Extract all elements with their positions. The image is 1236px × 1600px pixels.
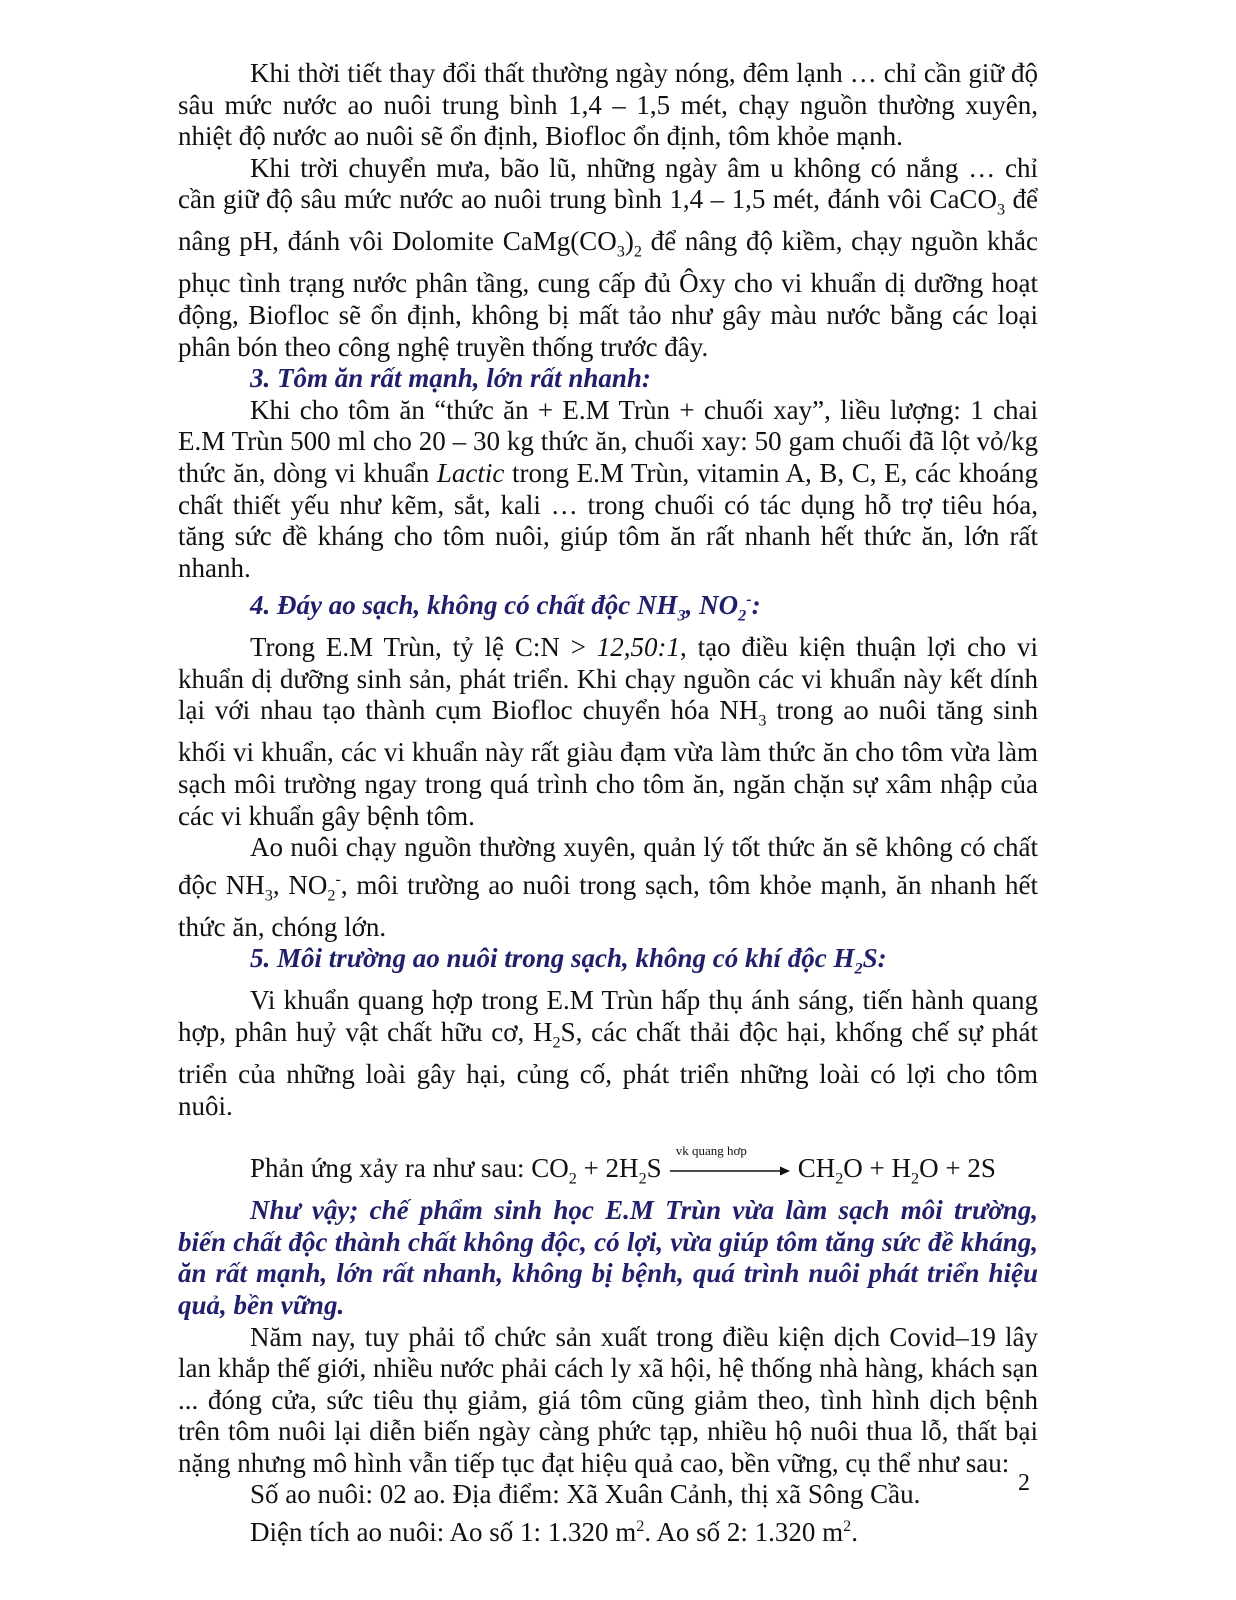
heading-section-5: 5. Môi trường ao nuôi trong sạch, không có khí độc $H_2S$: <box>250 943 887 978</box>
paragraph-feeding: Khi cho tôm ăn “thức ăn + E.M Trùn + chuối xay”, liều lượng: 1 chai E.M Trùn 500 ml cho 20 – 30 kg thức ăn, chuối xay: 50 gam chuối đã lột vỏ/kg thức ăn, dòng vi khuẩn Lactic trong E.M Trùn, vitamin A, B, C, E, các khoáng chất thiết yếu như kẽm, sắt, kali … trong chuối có tác dụng hỗ trợ tiêu hóa, tăng sức đề kháng cho tôm nuôi, giúp tôm ăn rất nhanh hết thức ăn, lớn rất nhanh. <box>178 394 1039 583</box>
paragraph-weather: Khi thời tiết thay đổi thất thường ngày nóng, đêm lạnh … chỉ cần giữ độ sâu mức nước ao nuôi trung bình 1,4 – 1,5 mét, chạy nguồn thường xuyên, nhiệt độ nước ao nuôi sẽ ổn định, Biofloc ổn định, tôm khỏe mạnh. <box>178 58 1038 152</box>
heading-section-4: 4. Đáy ao sạch, không có chất độc $NH_3$, $NO_2^-$: <box>250 590 761 625</box>
document-body <box>178 58 1038 1549</box>
spacer <box>178 1122 1038 1153</box>
paragraph-cn-ratio: Trong E.M Trùn, tỷ lệ C:N > 12,50:1, tạo điều kiện thuận lợi cho vi khuẩn dị dưỡng sinh sản, phát triển. Khi chạy nguồn các vi khuẩn này kết dính lại với nhau tạo thành cụm Biofloc chuyển hóa $NH_3$ trong ao nuôi tăng sinh khối vi khuẩn, các vi khuẩn này rất giàu đạm vừa làm thức ăn cho tôm vừa làm sạch môi trường ngay trong quá trình cho tôm ăn, ngăn chặn sự xâm nhập của các vi khuẩn gây bệnh tôm. <box>178 632 1038 831</box>
paragraph-rain: Khi trời chuyển mưa, bão lũ, những ngày âm u không có nắng … chỉ cần giữ độ sâu mức nước ao nuôi trung bình 1,4 – 1,5 mét, đánh vôi CaCO$_3$ để nâng pH, đánh vôi Dolomite $CaMg(CO_3)_2$ để nâng độ kiềm, chạy nguồn khắc phục tình trạng nước phân tầng, cung cấp đủ Ôxy cho vi khuẩn dị dưỡng hoạt động, Biofloc sẽ ổn định, không bị mất tảo như gây màu nước bằng các loại phân bón theo công nghệ truyền thống trước đây. <box>178 152 1039 362</box>
page-number: 2 <box>1018 1470 1030 1496</box>
arrow-right-icon <box>668 1165 792 1177</box>
reaction-equation: Phản ứng xảy ra như sau: $CO_2 + 2H_2S$ vk quang hơp $CH_2O + H_2O + 2S$ <box>250 1142 996 1188</box>
heading-section-3: 3. Tôm ăn rất mạnh, lớn rất nhanh: <box>250 363 651 394</box>
paragraph-pond-flow: Ao nuôi chạy nguồn thường xuyên, quản lý tốt thức ăn sẽ không có chất độc $NH_3$, $NO_2^-$, môi trường ao nuôi trong sạch, tôm khỏe mạnh, ăn nhanh hết thức ăn, chóng lớn. <box>178 832 1038 942</box>
paragraph-pond-count: Số ao nuôi: 02 ao. Địa điểm: Xã Xuân Cảnh, thị xã Sông Cầu. <box>250 1479 921 1510</box>
reaction-arrow-label: vk quang hơp <box>675 1142 747 1158</box>
paragraph-photosynthesis: Vi khuẩn quang hợp trong E.M Trùn hấp thụ ánh sáng, tiến hành quang hợp, phân huỷ vật chất hữu cơ, $H_2S$, các chất thải độc hại, khống chế sự phát triển của những loài gây hại, củng cố, phát triển những loài có lợi cho tôm nuôi. <box>178 985 1038 1121</box>
paragraph-pond-area: Diện tích ao nuôi: Ao số 1: 1.320 $m^2$. Ao số 2: 1.320 $m^2$. <box>250 1517 858 1548</box>
reaction-arrow <box>668 1142 792 1181</box>
paragraph-covid: Năm nay, tuy phải tổ chức sản xuất trong điều kiện dịch Covid–19 lây lan khắp thế giới, nhiều nước phải cách ly xã hội, hệ thống nhà hàng, khách sạn ... đóng cửa, sức tiêu thụ giảm, giá tôm cũng giảm theo, tình hình dịch bệnh trên tôm nuôi lại diễn biến ngày càng phức tạp, nhiều hộ nuôi thua lỗ, thất bại nặng nhưng mô hình vẫn tiếp tục đạt hiệu quả cao, bền vững, cụ thể như sau: <box>178 1321 1038 1478</box>
conclusion-paragraph: Như vậy; chế phẩm sinh học E.M Trùn vừa làm sạch môi trường, biến chất độc thành chất không độc, có lợi, vừa giúp tôm tăng sức đề kháng, ăn rất mạnh, lớn rất nhanh, không bị bệnh, quá trình nuôi phát triển hiệu quả, bền vững. <box>178 1195 1038 1320</box>
